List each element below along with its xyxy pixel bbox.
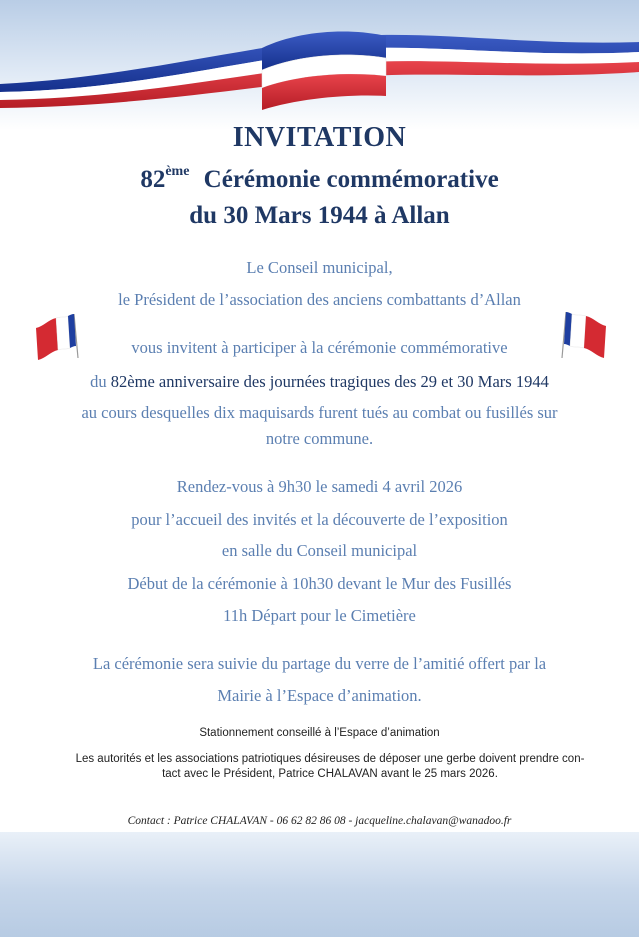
- french-flag-icon-left: [34, 312, 82, 360]
- body-line-council: Le Conseil municipal,: [246, 258, 393, 277]
- parking-note: Stationnement conseillé à l’Espace d’animation: [199, 727, 440, 739]
- anniversary-prefix: du: [90, 372, 111, 391]
- ordinal-suffix: ème: [165, 164, 190, 179]
- bottom-gradient-band: [0, 832, 639, 937]
- ceremony-heading: [0, 166, 639, 194]
- reception-line1: La cérémonie sera suivie du partage du verre de l’amitié offert par la: [92, 654, 547, 673]
- wreath-note: [60, 752, 600, 782]
- tricolor-ribbon-banner: [0, 0, 639, 130]
- ceremony-date-place: du 30 Mars 1944 à Allan: [189, 202, 450, 229]
- schedule-welcome: pour l’accueil des invités et la découverte de l’exposition: [131, 510, 508, 529]
- invitation-title: INVITATION: [232, 122, 407, 153]
- schedule-cemetery: 11h Départ pour le Cimetière: [223, 606, 416, 625]
- ceremony-title: Cérémonie commémorative: [203, 166, 499, 193]
- schedule-ceremony-start: Début de la cérémonie à 10h30 devant le Mur des Fusillés: [127, 574, 512, 593]
- schedule-rendezvous: Rendez-vous à 9h30 le samedi 4 avril 2026: [176, 477, 463, 496]
- anniversary-text: 82ème anniversaire des journées tragiques des 29 et 30 Mars 1944: [110, 372, 549, 391]
- body-line-president: le Président de l’association des anciens combattants d’Allan: [118, 290, 521, 309]
- french-flag-icon-right: [558, 310, 608, 360]
- ordinal-number: 82: [140, 166, 166, 193]
- body-line-commune: notre commune.: [265, 429, 374, 448]
- wreath-note-line2: tact avec le Président, Patrice CHALAVAN avant le 25 mars 2026.: [162, 768, 498, 780]
- schedule-room: en salle du Conseil municipal: [221, 541, 418, 560]
- body-line-invite: vous invitent à participer à la cérémonie commémorative: [131, 338, 508, 357]
- body-line-maquisards: au cours desquelles dix maquisards furent tués au combat ou fusillés sur: [81, 403, 558, 422]
- wreath-note-line1: Les autorités et les associations patriotiques désireuses de déposer une gerbe doivent prendre con-: [75, 753, 585, 765]
- contact-line: Contact : Patrice CHALAVAN - 06 62 82 86 08 - jacqueline.chalavan@wanadoo.fr: [127, 815, 512, 827]
- body-line-anniversary: [0, 372, 639, 392]
- reception-line2: Mairie à l’Espace d’animation.: [217, 686, 422, 705]
